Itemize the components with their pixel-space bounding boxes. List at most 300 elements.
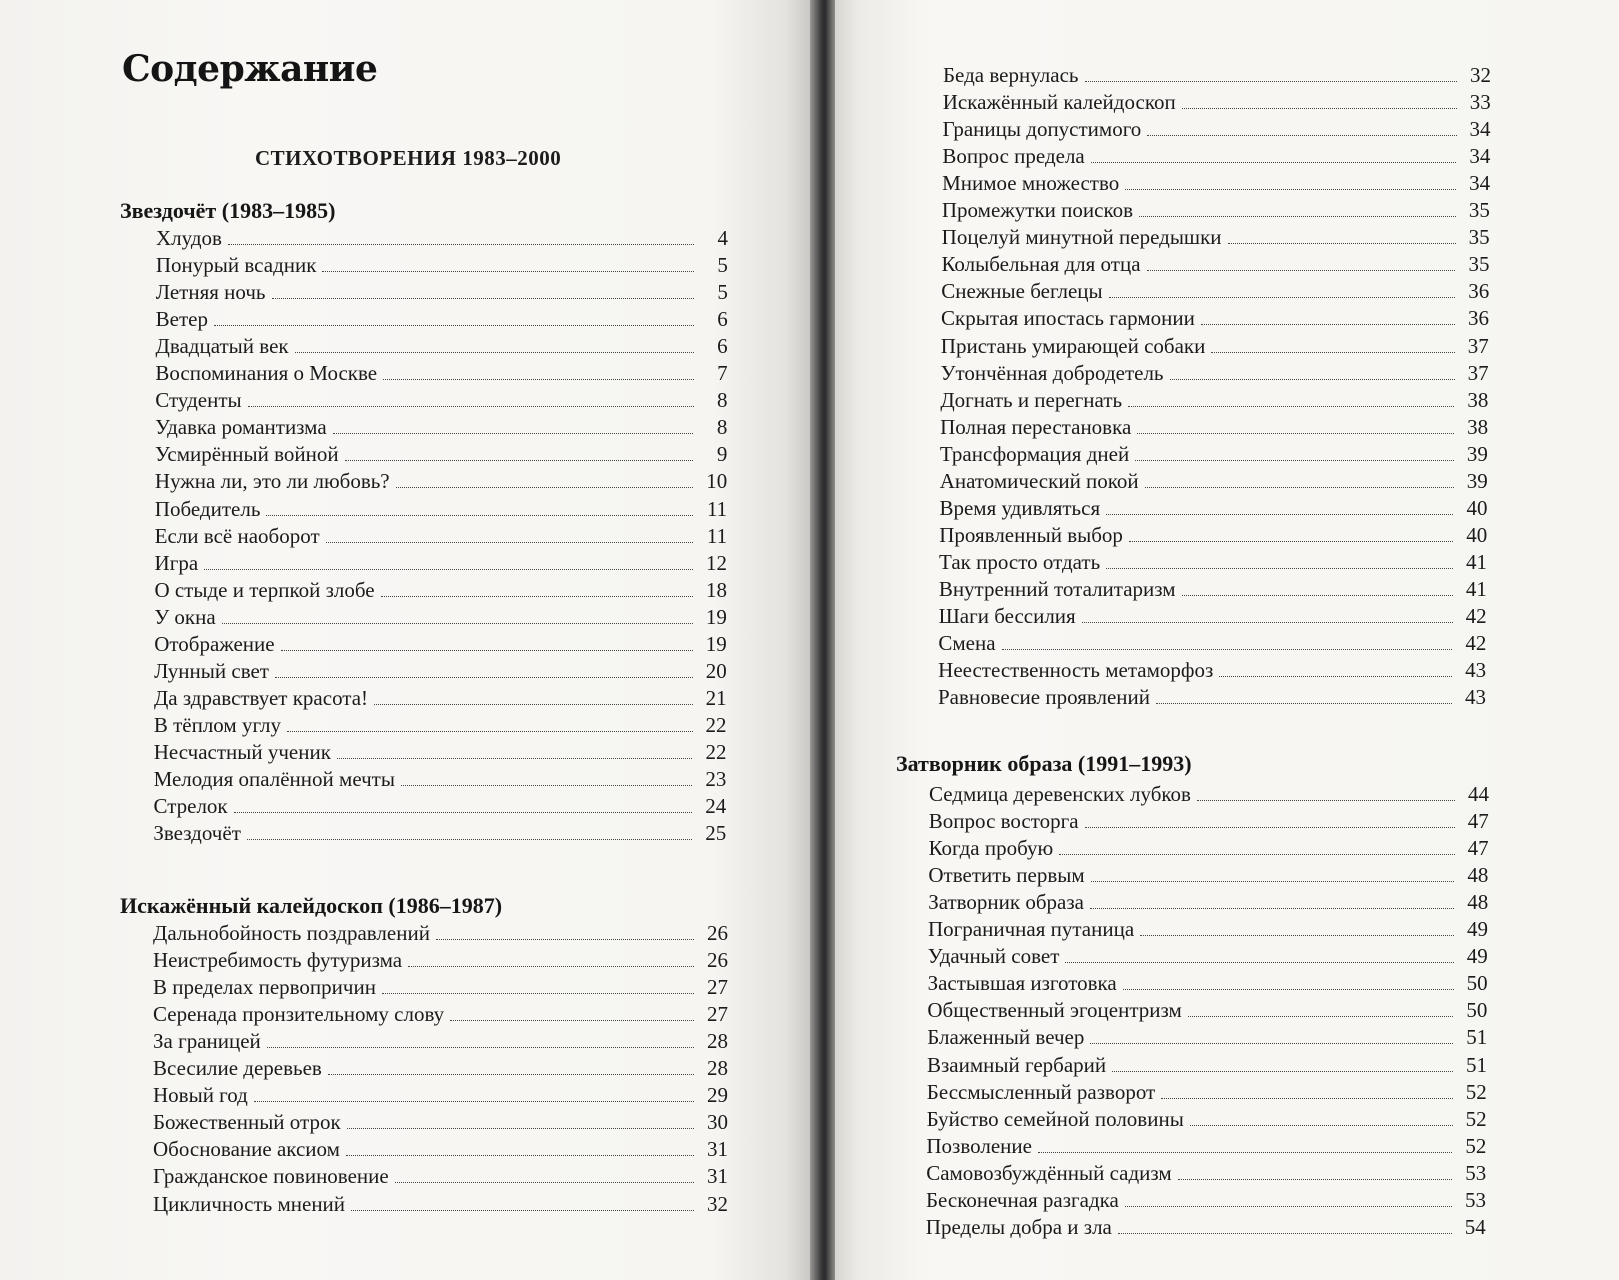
toc-entry[interactable] xyxy=(942,171,1490,198)
dot-leader xyxy=(1109,297,1456,298)
toc-entry[interactable] xyxy=(155,524,727,551)
dot-leader xyxy=(322,271,693,272)
dot-leader xyxy=(1211,352,1454,353)
toc-entry[interactable] xyxy=(156,253,728,280)
toc-entry[interactable] xyxy=(939,523,1487,550)
dot-leader xyxy=(395,1182,694,1183)
toc-entry-page-number: 52 xyxy=(1465,1106,1487,1131)
toc-entry-title: Вопрос восторга xyxy=(928,809,1079,834)
toc-entry-title: Стрелок xyxy=(153,794,228,819)
toc-entry-page-number: 21 xyxy=(705,685,727,710)
toc-entry-title: Проявленный выбор xyxy=(939,522,1123,547)
toc-entry-title: Студенты xyxy=(155,388,242,413)
dot-leader xyxy=(222,623,693,624)
dot-leader xyxy=(272,298,694,299)
toc-entry-page-number: 34 xyxy=(1469,171,1491,196)
dot-leader xyxy=(1085,827,1455,828)
toc-entry[interactable] xyxy=(942,225,1490,252)
toc-entry[interactable] xyxy=(153,1164,728,1191)
toc-entry-page-number: 42 xyxy=(1465,604,1487,628)
toc-entry-title: Блаженный вечер xyxy=(927,1025,1085,1050)
toc-entry[interactable] xyxy=(155,551,727,578)
toc-entry[interactable] xyxy=(156,280,728,307)
book-spine xyxy=(810,0,835,1280)
dot-leader xyxy=(345,460,694,461)
toc-entry[interactable] xyxy=(928,890,1488,917)
toc-entry[interactable] xyxy=(929,782,1489,809)
dot-leader xyxy=(328,1074,694,1075)
dot-leader xyxy=(396,487,694,488)
toc-entry[interactable] xyxy=(940,469,1488,496)
toc-entry-title: Шаги бессилия xyxy=(938,604,1076,628)
toc-entry-page-number: 50 xyxy=(1466,998,1488,1023)
dot-leader xyxy=(1085,81,1458,82)
toc-entry-page-number: 32 xyxy=(707,1191,728,1216)
toc-entry[interactable] xyxy=(941,306,1489,333)
toc-entry[interactable] xyxy=(154,659,727,686)
toc-entry-page-number: 38 xyxy=(1467,414,1489,439)
toc-entry[interactable] xyxy=(939,577,1487,604)
toc-entry[interactable] xyxy=(153,1192,728,1219)
dot-leader xyxy=(1201,324,1455,325)
toc-entry[interactable] xyxy=(926,1188,1486,1215)
toc-entry-page-number: 7 xyxy=(717,361,728,386)
toc-entry-title: Пристань умирающей собаки xyxy=(940,333,1206,358)
toc-entry-page-number: 39 xyxy=(1466,441,1488,466)
toc-entry-page-number: 36 xyxy=(1468,306,1490,331)
dot-leader xyxy=(1182,595,1453,596)
toc-entry[interactable] xyxy=(929,836,1489,863)
toc-entry-title: Самовозбуждённый садизм xyxy=(926,1160,1172,1185)
toc-entry-title: В пределах первопричин xyxy=(153,975,376,1000)
dot-leader xyxy=(1125,1206,1452,1207)
toc-entry[interactable] xyxy=(153,1002,728,1029)
toc-entry-title: Звездочёт xyxy=(153,821,241,846)
dot-leader xyxy=(1147,135,1456,136)
dot-leader xyxy=(1065,962,1453,963)
toc-entry-title: Удавка романтизма xyxy=(155,415,327,440)
toc-entry-title: Внутренний тоталитаризм xyxy=(938,576,1176,601)
toc-entry-page-number: 52 xyxy=(1465,1079,1487,1104)
toc-entry-title: Искажённый калейдоскоп xyxy=(942,90,1176,115)
toc-entry[interactable] xyxy=(927,1080,1487,1107)
toc-entry-page-number: 31 xyxy=(707,1164,728,1189)
toc-entry[interactable] xyxy=(942,198,1490,225)
toc-entry-page-number: 34 xyxy=(1469,117,1491,142)
dot-leader xyxy=(374,704,693,705)
toc-entry-title: Победитель xyxy=(154,496,261,521)
section-heading: Затворник образа (1991–1993) xyxy=(896,751,1192,776)
dot-leader xyxy=(254,1101,694,1102)
toc-entry-page-number: 52 xyxy=(1465,1133,1487,1158)
dot-leader xyxy=(1091,162,1457,163)
toc-entry-page-number: 29 xyxy=(707,1083,728,1108)
toc-entry[interactable] xyxy=(927,1107,1487,1134)
toc-entry-page-number: 26 xyxy=(707,948,728,973)
toc-entry-title: Усмирённый войной xyxy=(155,442,339,467)
dot-leader xyxy=(401,785,692,786)
dot-leader xyxy=(1190,1125,1453,1126)
dot-leader xyxy=(1106,568,1453,569)
toc-entry-title: Снежные беглецы xyxy=(941,279,1103,304)
toc-entry[interactable] xyxy=(153,975,728,1002)
dot-leader xyxy=(436,939,694,940)
toc-entry-title: Отображение xyxy=(154,631,275,656)
toc-entry-page-number: 35 xyxy=(1468,198,1490,223)
toc-entry-title: Пределы добра и зла xyxy=(925,1214,1112,1239)
toc-entry-title: Божественный отрок xyxy=(153,1110,341,1135)
toc-entry[interactable] xyxy=(943,117,1491,144)
toc-entry-title: Всесилие деревьев xyxy=(153,1056,322,1081)
toc-entry-page-number: 40 xyxy=(1466,522,1488,547)
toc-entry-page-number: 4 xyxy=(717,226,728,250)
toc-entry-page-number: 37 xyxy=(1467,360,1489,385)
toc-entry[interactable] xyxy=(154,767,727,794)
dot-leader xyxy=(1178,1179,1453,1180)
toc-entry-page-number: 34 xyxy=(1469,144,1491,169)
toc-entry-page-number: 22 xyxy=(705,739,727,764)
toc-entry-page-number: 51 xyxy=(1466,1052,1487,1077)
dot-leader xyxy=(1135,460,1454,461)
toc-entry[interactable] xyxy=(154,740,727,767)
toc-entry-page-number: 35 xyxy=(1468,225,1490,250)
toc-entry-page-number: 18 xyxy=(705,577,727,602)
toc-entry-page-number: 6 xyxy=(717,334,728,359)
toc-entry[interactable] xyxy=(155,361,727,388)
dot-leader xyxy=(281,650,693,651)
toc-entry-page-number: 44 xyxy=(1468,782,1489,806)
toc-entry[interactable] xyxy=(155,442,727,469)
toc-entry[interactable] xyxy=(940,388,1488,415)
dot-leader xyxy=(247,839,692,840)
dot-leader xyxy=(1118,1233,1452,1234)
toc-entry-title: Бесконечная разгадка xyxy=(926,1187,1119,1212)
toc-entry-title: Понурый всадник xyxy=(155,253,317,278)
dot-leader xyxy=(381,596,693,597)
section-heading: Искажённый калейдоскоп (1986–1987) xyxy=(120,893,503,918)
toc-entry-title: Колыбельная для отца xyxy=(941,252,1141,277)
toc-entry-title: Смена xyxy=(938,631,996,656)
toc-entry-title: Догнать и перегнать xyxy=(940,387,1123,412)
toc-entry-page-number: 54 xyxy=(1464,1214,1486,1239)
toc-entry-title: Летняя ночь xyxy=(155,280,266,305)
toc-entry-page-number: 39 xyxy=(1466,468,1488,493)
toc-entry-page-number: 35 xyxy=(1468,252,1490,277)
toc-entry-page-number: 47 xyxy=(1467,809,1489,834)
dot-leader xyxy=(346,1155,694,1156)
toc-entry-page-number: 41 xyxy=(1465,576,1487,601)
toc-entry[interactable] xyxy=(940,415,1488,442)
dot-leader xyxy=(267,1047,694,1048)
toc-entry-page-number: 27 xyxy=(707,975,728,1000)
toc-entry-page-number: 50 xyxy=(1466,971,1488,996)
toc-entry-title: Мнимое множество xyxy=(942,171,1120,196)
dot-leader xyxy=(1125,189,1456,190)
toc-entry[interactable] xyxy=(927,998,1487,1025)
toc-entry[interactable] xyxy=(941,252,1489,279)
toc-entry[interactable] xyxy=(153,1137,728,1164)
toc-entry-title: Неистребимость футуризма xyxy=(153,948,403,973)
toc-entry[interactable] xyxy=(927,1025,1487,1052)
toc-entry-page-number: 37 xyxy=(1467,333,1489,358)
toc-entry-page-number: 26 xyxy=(707,921,728,945)
toc-entry-page-number: 28 xyxy=(707,1056,728,1081)
toc-entry-page-number: 8 xyxy=(717,388,728,413)
toc-entry-title: Да здравствует красота! xyxy=(153,685,369,710)
toc-entry[interactable] xyxy=(941,361,1489,388)
toc-entry-title: В тёплом углу xyxy=(153,712,281,737)
dot-leader xyxy=(1145,487,1454,488)
toc-entry[interactable] xyxy=(926,1215,1486,1242)
toc-entry[interactable] xyxy=(938,631,1486,658)
toc-entry[interactable] xyxy=(928,944,1488,971)
section-heading: Звездочёт (1983–1985) xyxy=(120,198,336,223)
toc-entry-title: Новый год xyxy=(153,1083,248,1108)
toc-entry-title: Скрытая ипостась гармонии xyxy=(941,306,1195,331)
toc-entry[interactable] xyxy=(929,809,1489,836)
toc-entry[interactable] xyxy=(926,1161,1486,1188)
dot-leader xyxy=(337,758,693,759)
toc-entry-page-number: 19 xyxy=(705,631,727,656)
toc-entry-title: Серенада пронзительному слову xyxy=(153,1002,445,1027)
dot-leader xyxy=(1219,676,1452,677)
toc-entry-page-number: 43 xyxy=(1465,658,1487,683)
dot-leader xyxy=(450,1020,694,1021)
toc-entry[interactable] xyxy=(943,90,1491,117)
page-title: Содержание xyxy=(122,48,378,90)
toc-entry[interactable] xyxy=(156,334,728,361)
dot-leader xyxy=(1059,854,1454,855)
toc-entry-page-number: 41 xyxy=(1466,549,1488,574)
toc-entry-title: Позволение xyxy=(926,1133,1032,1158)
dot-leader xyxy=(1228,243,1456,244)
dot-leader xyxy=(383,379,693,380)
toc-entry-page-number: 11 xyxy=(706,523,728,548)
part-title: СТИХОТВОРЕНИЯ 1983–2000 xyxy=(255,146,562,170)
toc-entry-title: За границей xyxy=(153,1029,261,1054)
toc-entry-page-number: 48 xyxy=(1467,863,1489,888)
toc-entry[interactable] xyxy=(938,658,1486,685)
toc-entry-page-number: 12 xyxy=(706,550,728,575)
dot-leader xyxy=(1091,881,1455,882)
toc-entry-page-number: 27 xyxy=(707,1002,728,1027)
toc-entry-title: Беда вернулась xyxy=(943,63,1079,87)
toc-entry-page-number: 51 xyxy=(1466,1025,1488,1050)
toc-entry[interactable] xyxy=(939,604,1487,631)
toc-entry[interactable] xyxy=(154,632,727,659)
toc-entry-page-number: 49 xyxy=(1466,944,1488,969)
toc-entry[interactable] xyxy=(154,578,727,605)
toc-entry[interactable] xyxy=(153,1056,728,1083)
toc-entry-title: Промежутки поисков xyxy=(941,198,1133,223)
dot-leader xyxy=(333,433,694,434)
toc-entry-page-number: 43 xyxy=(1464,685,1486,710)
toc-entry-title: Несчастный ученик xyxy=(153,739,331,764)
toc-entry-title: Когда пробую xyxy=(928,836,1054,861)
toc-entry-title: Нужна ли, это ли любовь? xyxy=(154,469,390,494)
toc-entry-page-number: 24 xyxy=(705,794,727,819)
dot-leader xyxy=(1090,1043,1453,1044)
toc-entry-title: Мелодия опалённой мечты xyxy=(153,767,395,791)
dot-leader xyxy=(1106,514,1453,515)
toc-entry[interactable] xyxy=(153,794,726,821)
dot-leader xyxy=(1090,908,1454,909)
dot-leader xyxy=(1161,1098,1453,1099)
toc-entry-page-number: 30 xyxy=(707,1110,728,1135)
toc-entry-page-number: 53 xyxy=(1465,1160,1487,1185)
dot-leader xyxy=(214,325,694,326)
dot-leader xyxy=(408,966,694,967)
toc-entry-title: Ветер xyxy=(155,307,208,332)
toc-entry-page-number: 5 xyxy=(717,280,728,305)
toc-entry-title: Если всё наоборот xyxy=(154,523,320,548)
dot-leader xyxy=(228,244,694,245)
toc-entry-title: Цикличность мнений xyxy=(153,1191,346,1216)
dot-leader xyxy=(1170,379,1455,380)
toc-entry[interactable] xyxy=(926,1134,1486,1161)
dot-leader xyxy=(204,569,693,570)
toc-entry[interactable] xyxy=(943,63,1491,90)
toc-entry-page-number: 31 xyxy=(707,1137,728,1162)
toc-entry[interactable] xyxy=(154,713,727,740)
toc-entry[interactable] xyxy=(942,144,1490,171)
toc-entry-page-number: 49 xyxy=(1467,917,1488,942)
toc-entry[interactable] xyxy=(155,388,727,415)
toc-entry-title: Буйство семейной половины xyxy=(926,1106,1184,1131)
toc-entry-title: Застывшая изготовка xyxy=(927,971,1117,996)
toc-entry-title: Игра xyxy=(154,550,199,575)
dot-leader xyxy=(347,1128,694,1129)
dot-leader xyxy=(275,677,693,678)
toc-entry[interactable] xyxy=(153,1083,728,1110)
dot-leader xyxy=(382,993,694,994)
toc-entry-title: Общественный эгоцентризм xyxy=(927,998,1182,1023)
dot-leader xyxy=(1038,1152,1452,1153)
toc-entry-title: Поцелуй минутной передышки xyxy=(941,225,1222,250)
dot-leader xyxy=(1123,989,1454,990)
toc-entry[interactable] xyxy=(928,917,1488,944)
dot-leader xyxy=(1139,216,1456,217)
dot-leader xyxy=(326,542,693,543)
toc-entry-page-number: 36 xyxy=(1468,279,1490,304)
toc-entry[interactable] xyxy=(927,1053,1487,1080)
toc-entry-title: Ответить первым xyxy=(928,863,1085,888)
dot-leader xyxy=(1147,270,1456,271)
toc-entry-title: Седмица деревенских лубков xyxy=(929,782,1191,806)
toc-entry-page-number: 33 xyxy=(1469,90,1491,115)
toc-entry-title: Дальнобойность поздравлений xyxy=(153,921,430,945)
toc-entry-page-number: 19 xyxy=(705,604,727,629)
dot-leader xyxy=(287,731,693,732)
toc-entry[interactable] xyxy=(939,496,1487,523)
dot-leader xyxy=(234,812,693,813)
dot-leader xyxy=(1128,406,1454,407)
toc-entry[interactable] xyxy=(155,415,727,442)
toc-entry-title: Равновесие проявлений xyxy=(937,685,1151,710)
toc-entry-page-number: 48 xyxy=(1467,890,1489,915)
toc-entry-page-number: 22 xyxy=(705,712,727,737)
toc-entry[interactable] xyxy=(153,821,726,848)
toc-entry-page-number: 5 xyxy=(717,253,728,278)
toc-entry-title: У окна xyxy=(154,604,216,629)
toc-entry-title: Лунный свет xyxy=(154,658,269,683)
toc-entry-title: Бессмысленный разворот xyxy=(926,1079,1156,1104)
dot-leader xyxy=(1188,1016,1454,1017)
toc-entry-page-number: 11 xyxy=(706,496,728,521)
toc-entry[interactable] xyxy=(939,550,1487,577)
toc-entry[interactable] xyxy=(153,921,728,948)
toc-entry-page-number: 9 xyxy=(716,442,728,467)
dot-leader xyxy=(266,515,693,516)
toc-entry-title: Двадцатый век xyxy=(155,334,289,359)
toc-entry[interactable] xyxy=(155,469,727,496)
toc-entry-page-number: 28 xyxy=(707,1029,728,1054)
toc-entry-title: Время удивляться xyxy=(939,495,1101,520)
toc-entry-page-number: 20 xyxy=(705,658,727,683)
toc-entry-title: Границы допустимого xyxy=(942,117,1142,142)
toc-entry-page-number: 32 xyxy=(1470,63,1491,87)
toc-entry[interactable] xyxy=(155,497,727,524)
toc-entry[interactable] xyxy=(938,685,1486,712)
toc-entry-page-number: 53 xyxy=(1465,1187,1486,1212)
dot-leader xyxy=(1140,935,1454,936)
dot-leader xyxy=(1129,541,1453,542)
dot-leader xyxy=(1002,649,1453,650)
toc-entry[interactable] xyxy=(154,686,727,713)
dot-leader xyxy=(1082,622,1453,623)
dot-leader xyxy=(351,1210,694,1211)
toc-entry[interactable] xyxy=(940,442,1488,469)
toc-entry-title: Воспоминания о Москве xyxy=(155,361,378,386)
toc-entry[interactable] xyxy=(154,605,727,632)
toc-entry[interactable] xyxy=(928,863,1488,890)
toc-entry-title: Удачный совет xyxy=(927,944,1060,969)
toc-entry-title: Так просто отдать xyxy=(939,549,1101,574)
toc-entry[interactable] xyxy=(941,279,1489,306)
toc-entry-page-number: 40 xyxy=(1466,495,1488,520)
dot-leader xyxy=(1182,108,1457,109)
toc-entry-title: Гражданское повиновение xyxy=(153,1164,389,1189)
dot-leader xyxy=(1197,800,1455,801)
toc-entry-title: Трансформация дней xyxy=(939,441,1130,466)
toc-entry[interactable] xyxy=(156,226,728,253)
toc-entry-page-number: 10 xyxy=(706,469,728,494)
toc-entry[interactable] xyxy=(153,1110,728,1137)
toc-entry[interactable] xyxy=(153,948,728,975)
toc-entry-title: Вопрос предела xyxy=(942,144,1085,169)
dot-leader xyxy=(248,406,694,407)
toc-entry-page-number: 38 xyxy=(1467,387,1489,412)
toc-entry-page-number: 42 xyxy=(1465,631,1487,656)
toc-entry-title: Затворник образа xyxy=(928,890,1084,915)
toc-entry-title: Обоснование аксиом xyxy=(153,1137,340,1162)
toc-entry-page-number: 6 xyxy=(717,307,728,332)
toc-entry[interactable] xyxy=(156,307,728,334)
toc-entry-title: Утончённая добродетель xyxy=(940,360,1164,385)
toc-entry-page-number: 47 xyxy=(1467,836,1489,861)
toc-entry-title: Хлудов xyxy=(156,226,222,250)
toc-entry-title: Пограничная путаница xyxy=(928,917,1135,942)
toc-entry[interactable] xyxy=(153,1029,728,1056)
toc-entry-page-number: 25 xyxy=(705,821,727,846)
toc-entry[interactable] xyxy=(941,334,1489,361)
dot-leader xyxy=(1137,433,1454,434)
dot-leader xyxy=(295,352,694,353)
toc-entry-title: Анатомический покой xyxy=(939,468,1139,493)
toc-entry-page-number: 8 xyxy=(716,415,728,440)
toc-entry[interactable] xyxy=(928,971,1488,998)
toc-entry-title: О стыде и терпкой злобе xyxy=(154,577,375,602)
